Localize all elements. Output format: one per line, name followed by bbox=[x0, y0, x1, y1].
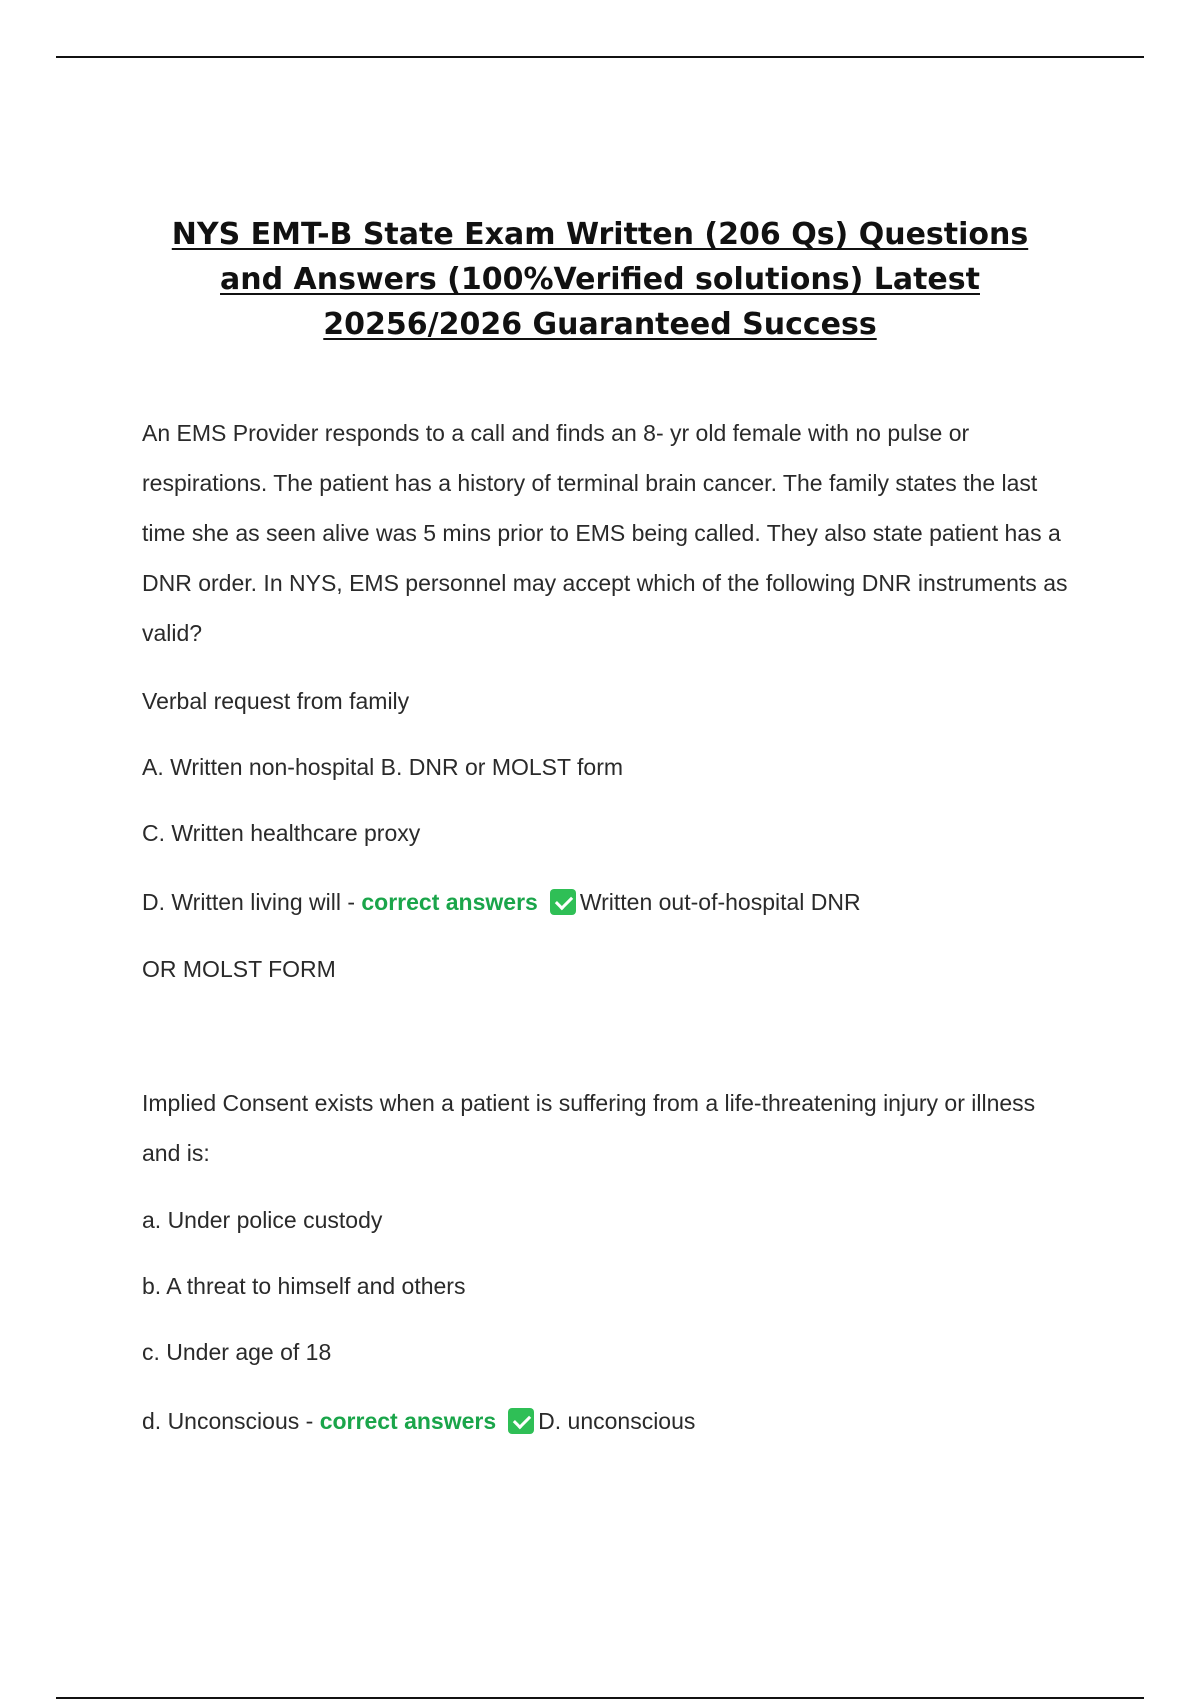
title-line-1: NYS EMT-B State Exam Written (206 Qs) Questions bbox=[171, 217, 1029, 252]
check-box-icon bbox=[508, 1408, 534, 1434]
question-1-prompt-block bbox=[142, 408, 1072, 658]
question-1-option: C. Written healthcare proxy bbox=[142, 820, 421, 846]
title-line-3: 20256/2026 Guaranteed Success bbox=[323, 307, 877, 342]
question-1-last-option: D. Written living will - bbox=[142, 889, 362, 915]
question-1-answer-line bbox=[142, 887, 861, 917]
bottom-rule bbox=[56, 1697, 1144, 1699]
check-box-icon bbox=[550, 889, 576, 915]
correct-answers-label: correct answers bbox=[319, 1408, 497, 1434]
question-1-prompt: An EMS Provider responds to a call and finds an 8- yr old female with no pulse or respirations. The patient has a history of terminal brain cancer. The family states the last time she as seen alive was 5 mins prior to EMS being called. They also state patient has a DNR order. In NYS, EMS personnel may accept which of the following DNR instruments as valid? bbox=[142, 420, 1068, 646]
question-2-answer: D. unconscious bbox=[538, 1408, 696, 1434]
top-rule bbox=[56, 56, 1144, 58]
question-2-prompt-block bbox=[142, 1078, 1072, 1178]
question-1-option: A. Written non-hospital B. DNR or MOLST form bbox=[142, 754, 624, 780]
question-2-option: a. Under police custody bbox=[142, 1207, 383, 1233]
question-2-last-option: d. Unconscious - bbox=[142, 1408, 320, 1434]
question-2-answer-line bbox=[142, 1406, 695, 1436]
title-line-2: and Answers (100%Verified solutions) Latest bbox=[220, 262, 980, 297]
correct-answers-label: correct answers bbox=[361, 889, 538, 915]
question-1-answer: Written out-of-hospital DNR bbox=[579, 889, 861, 915]
question-2-option: c. Under age of 18 bbox=[142, 1339, 332, 1365]
question-1-option: Verbal request from family bbox=[142, 688, 410, 714]
question-2-prompt: Implied Consent exists when a patient is suffering from a life-threatening injury or illness and is: bbox=[142, 1090, 1036, 1166]
page-title bbox=[130, 212, 1070, 347]
question-2-option: b. A threat to himself and others bbox=[142, 1273, 466, 1299]
question-1-answer-continued: OR MOLST FORM bbox=[142, 956, 336, 982]
